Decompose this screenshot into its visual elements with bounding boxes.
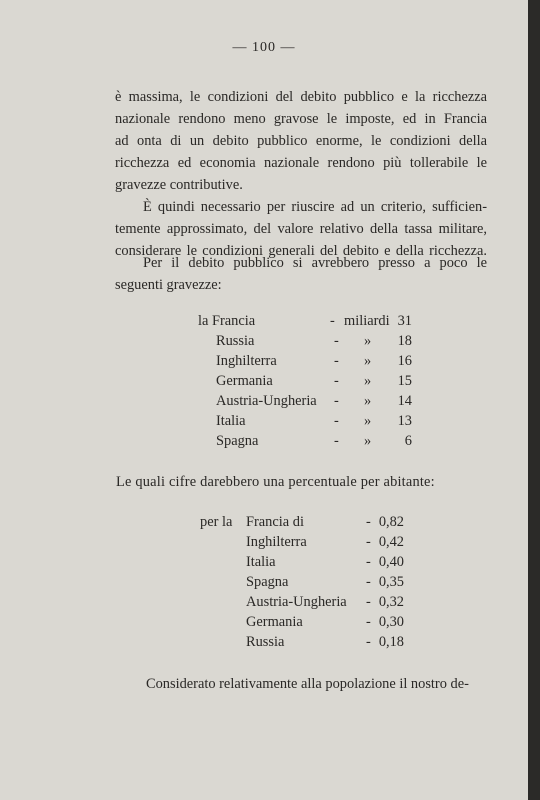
dash: - xyxy=(334,433,339,449)
dash: - xyxy=(366,514,371,530)
table-row xyxy=(0,331,528,351)
percent-value: 0,35 xyxy=(378,574,404,590)
unit: » xyxy=(364,353,372,369)
dash: - xyxy=(366,614,371,630)
country-label: Francia di xyxy=(246,514,304,530)
table-row xyxy=(0,572,528,592)
unit: » xyxy=(364,393,372,409)
dash: - xyxy=(366,554,371,570)
paragraph-line: nazionale rendono meno gravose le imposte, ed in Francia xyxy=(115,111,487,127)
paragraph-line: ad onta di un debito pubblico enorme, le condizioni della xyxy=(115,133,487,149)
row-prefix: per la xyxy=(200,514,233,530)
percent-value: 0,40 xyxy=(378,554,404,570)
percent-value: 0,18 xyxy=(378,634,404,650)
intro-text: Le quali cifre darebbero una percentuale per abitante: xyxy=(116,474,435,490)
percent-value: 0,32 xyxy=(378,594,404,610)
table-row xyxy=(0,532,528,552)
dash: - xyxy=(334,333,339,349)
country-label: Austria-Ungheria xyxy=(216,393,317,409)
closing-line xyxy=(146,674,469,694)
percent-value: 0,30 xyxy=(378,614,404,630)
paragraph-line: Per il debito pubblico si avrebbero presso a poco le xyxy=(143,255,487,271)
table-row xyxy=(0,411,528,431)
paragraph-3 xyxy=(115,252,487,296)
paragraph-line: È quindi necessario per riuscire ad un criterio, sufficien- xyxy=(143,199,487,215)
country-label: Italia xyxy=(246,554,276,570)
table-row xyxy=(0,552,528,572)
unit: » xyxy=(364,413,372,429)
country-label: Italia xyxy=(216,413,246,429)
debt-value: 13 xyxy=(397,413,412,429)
paragraph-line: è massima, le condizioni del debito pubblico e la ricchezza xyxy=(115,89,487,105)
debt-value: 15 xyxy=(397,373,412,389)
country-label: Inghilterra xyxy=(216,353,277,369)
percent-value: 0,42 xyxy=(378,534,404,550)
paragraph-line: gravezze contributive. xyxy=(115,177,243,193)
debt-value: 16 xyxy=(397,353,412,369)
country-label: Germania xyxy=(216,373,273,389)
debt-value: 6 xyxy=(404,433,412,449)
table-row xyxy=(0,431,528,451)
paragraph-line: considerare le condizioni generali del debito e della ricchezza. xyxy=(115,243,487,259)
unit: » xyxy=(364,373,372,389)
country-label: Spagna xyxy=(246,574,289,590)
dash: - xyxy=(334,393,339,409)
dash: - xyxy=(334,413,339,429)
table-row xyxy=(0,612,528,632)
paragraph-line: seguenti gravezze: xyxy=(115,277,222,293)
table-row xyxy=(0,632,528,652)
country-label: Inghilterra xyxy=(246,534,307,550)
paragraph-1 xyxy=(115,86,487,196)
table-row xyxy=(0,512,528,532)
debt-value: 31 xyxy=(397,313,412,329)
intro-line xyxy=(116,472,435,492)
country-label: Austria-Ungheria xyxy=(246,594,347,610)
dash: - xyxy=(366,634,371,650)
country-label: Spagna xyxy=(216,433,259,449)
dash: - xyxy=(334,373,339,389)
paragraph-line: temente approssimato, del valore relativo della tassa militare, xyxy=(115,221,487,237)
dash: - xyxy=(366,574,371,590)
table-row xyxy=(0,311,528,331)
table-row xyxy=(0,371,528,391)
table-row xyxy=(0,351,528,371)
table-row xyxy=(0,592,528,612)
closing-text: Considerato relativamente alla popolazione il nostro de- xyxy=(146,676,469,692)
percent-value: 0,82 xyxy=(378,514,404,530)
unit: » xyxy=(364,433,372,449)
country-label: Russia xyxy=(216,333,255,349)
page-number: — 100 — xyxy=(232,40,296,55)
country-label: Russia xyxy=(246,634,285,650)
dash: - xyxy=(334,353,339,369)
debt-value: 14 xyxy=(397,393,412,409)
country-label: Germania xyxy=(246,614,303,630)
paragraph-line: ricchezza ed economia nazionale rendono più tollerabile le xyxy=(115,155,487,171)
unit: miliardi xyxy=(344,313,390,329)
unit: » xyxy=(364,333,372,349)
table-row xyxy=(0,391,528,411)
dash: - xyxy=(366,534,371,550)
debt-value: 18 xyxy=(397,333,412,349)
dash: - xyxy=(330,313,335,329)
country-label: la Francia xyxy=(198,313,256,329)
dash: - xyxy=(366,594,371,610)
